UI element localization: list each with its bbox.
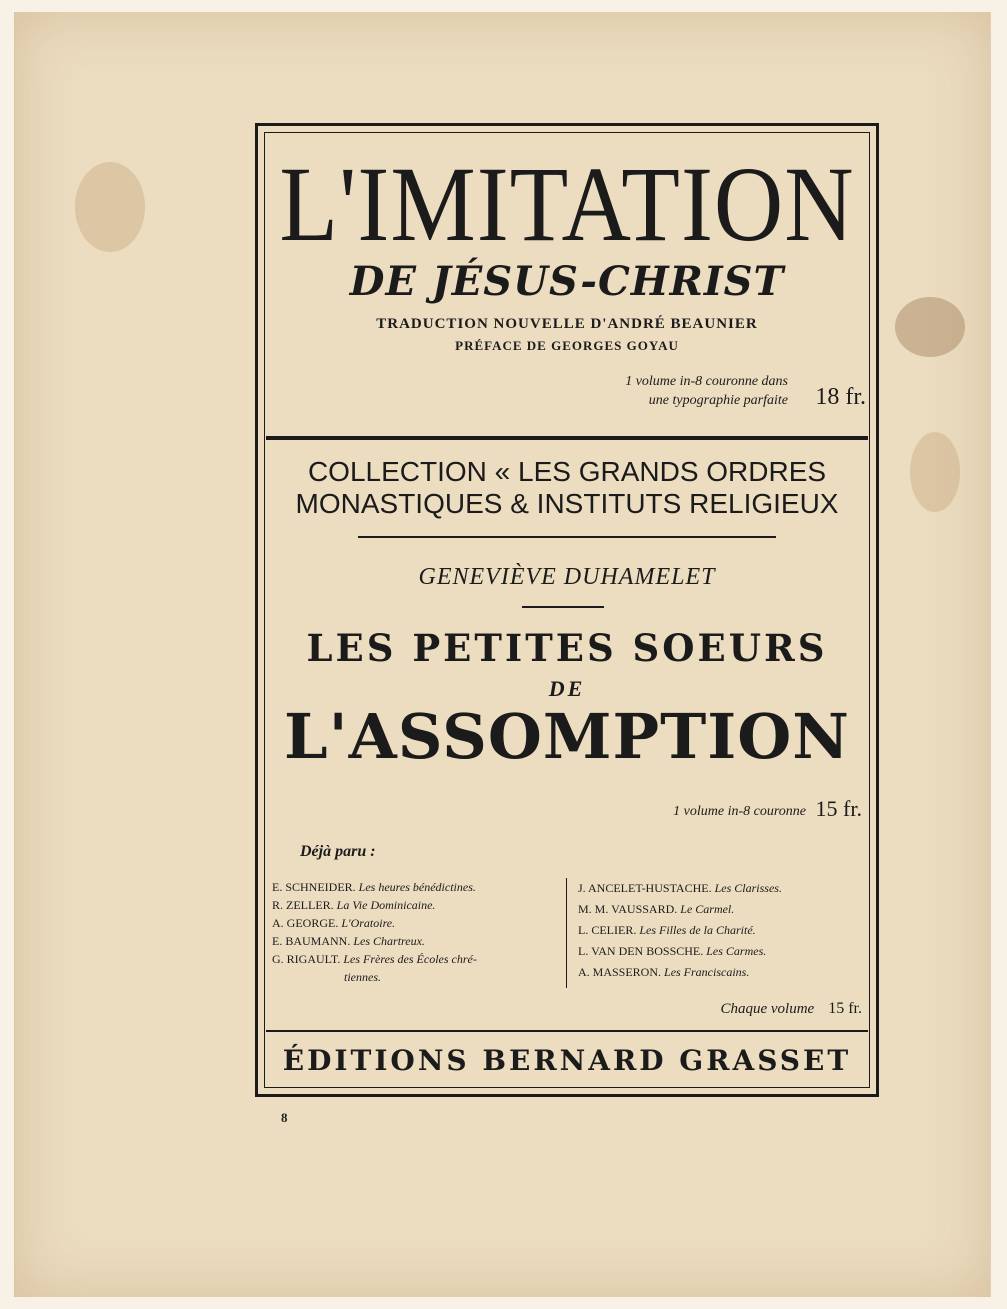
list-author: L. VAN DEN BOSSCHE. [578, 944, 704, 958]
translation-credit: TRADUCTION NOUVELLE D'ANDRÉ BEAUNIER [376, 316, 758, 332]
list-item [578, 899, 868, 920]
list-author: M. M. VAUSSARD. [578, 902, 678, 916]
list-item [578, 920, 868, 941]
book-volume: 1 volume in-8 couronne [673, 804, 806, 819]
collection-line-2: MONASTIQUES & INSTITUTS RELIGIEUX [295, 488, 839, 519]
list-title-continuation: tiennes. [344, 970, 381, 984]
stain-left-top [75, 162, 145, 252]
list-item-continuation [272, 968, 566, 986]
list-author: R. ZELLER. [272, 898, 334, 912]
list-title: Les Filles de la Charité. [639, 923, 756, 937]
page-number: 8 [281, 1110, 288, 1125]
volume-description [625, 372, 788, 410]
list-title: Les Chartreux. [353, 934, 425, 948]
deja-paru-right-column [578, 878, 868, 983]
list-title: Les Clarisses. [714, 881, 782, 895]
author-name: GENEVIÈVE DUHAMELET [418, 564, 716, 590]
book-title: L'IMITATION [279, 143, 855, 264]
list-title: L'Oratoire. [341, 916, 396, 930]
each-volume-price [720, 1000, 862, 1018]
volume-line-2: une typographie parfaite [648, 393, 788, 408]
list-item [272, 896, 566, 914]
list-item [578, 962, 868, 983]
advertisement-frame [255, 123, 879, 1097]
list-author: A. GEORGE. [272, 916, 339, 930]
author-rule [522, 606, 604, 608]
list-title: Le Carmel. [680, 902, 735, 916]
list-title: Les Carmes. [706, 944, 767, 958]
each-volume-label: Chaque volume [720, 1001, 815, 1017]
book-title-line-1: LES PETITES SOEURS [306, 626, 828, 670]
publisher-rule [266, 1030, 868, 1032]
list-item [272, 950, 566, 968]
collection-line-1: COLLECTION « LES GRANDS ORDRES [307, 456, 827, 487]
volume-line-1: 1 volume in-8 couronne dans [625, 374, 788, 389]
list-title: Les heures bénédictines. [358, 880, 476, 894]
column-separator [566, 878, 567, 988]
book-title-line-2: DE [548, 676, 586, 701]
list-title: Les Franciscains. [664, 965, 750, 979]
list-item [272, 878, 566, 896]
stain-right-mid [910, 432, 960, 512]
deja-paru-left-column [272, 878, 566, 986]
list-author: E. BAUMANN. [272, 934, 351, 948]
price-imitation: 18 fr. [815, 384, 866, 410]
deja-paru-heading: Déjà paru : [300, 843, 376, 860]
list-title: Les Frères des Écoles chré- [343, 952, 477, 966]
list-title: La Vie Dominicaine. [336, 898, 436, 912]
each-volume-value: 15 fr. [828, 1000, 862, 1017]
section-divider [266, 436, 868, 440]
book-subtitle: DE JÉSUS-CHRIST [349, 258, 785, 305]
list-author: E. SCHNEIDER. [272, 880, 356, 894]
book-title-line-3: L'ASSOMPTION [284, 700, 850, 773]
stain-right [895, 297, 965, 357]
list-author: J. ANCELET-HUSTACHE. [578, 881, 712, 895]
preface-credit: PRÉFACE DE GEORGES GOYAU [455, 338, 679, 353]
list-item [578, 878, 868, 899]
list-author: A. MASSERON. [578, 965, 662, 979]
list-item [272, 932, 566, 950]
collection-title [258, 456, 876, 520]
publisher-name: ÉDITIONS BERNARD GRASSET [282, 1044, 852, 1077]
list-author: L. CELIER. [578, 923, 637, 937]
list-author: G. RIGAULT. [272, 952, 341, 966]
list-item [272, 914, 566, 932]
collection-rule [358, 536, 776, 538]
price-assomption: 15 fr. [815, 796, 862, 821]
list-item [578, 941, 868, 962]
